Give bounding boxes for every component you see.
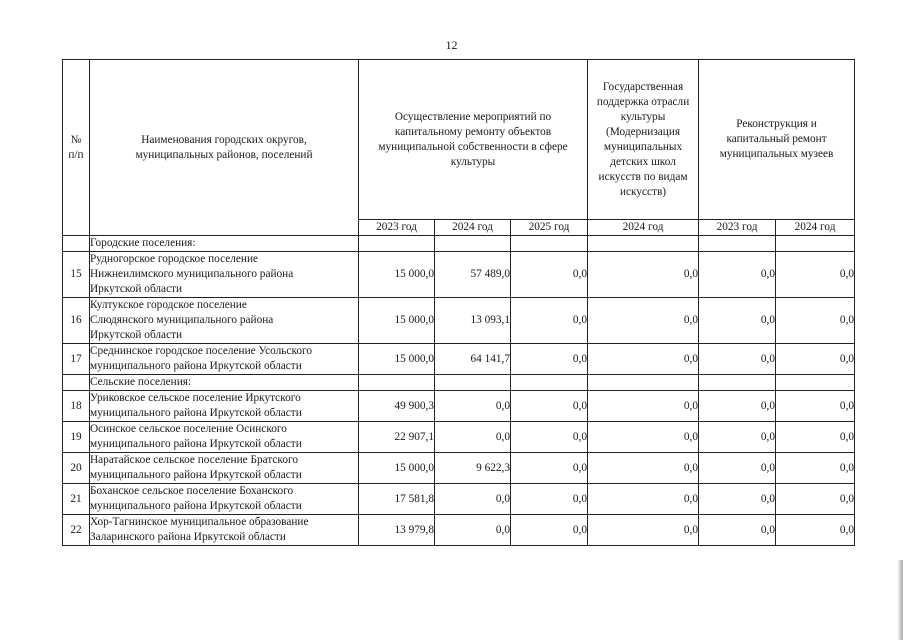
row-name [90, 453, 359, 484]
row-value: 0,0 [699, 344, 776, 375]
row-number: 22 [63, 515, 90, 546]
row-value: 0,0 [776, 422, 855, 453]
row-name-line: муниципального района Иркутской области [90, 469, 302, 481]
row-value: 0,0 [435, 422, 511, 453]
section-label-urban: Городские поселения: [90, 236, 359, 252]
header-group-line: (Модернизация [605, 125, 681, 138]
scan-edge-shadow [897, 560, 903, 640]
header-group-line: детских школ [610, 155, 676, 168]
column-header-name [90, 60, 359, 236]
row-name-line: Нижнеилимского муниципального района [90, 268, 294, 280]
year-header: 2025 год [511, 220, 588, 236]
row-value: 0,0 [511, 453, 588, 484]
column-header-number [63, 60, 90, 236]
section-label-rural: Сельские поселения: [90, 375, 359, 391]
row-number: 17 [63, 344, 90, 375]
row-value: 0,0 [588, 453, 699, 484]
row-value: 0,0 [699, 298, 776, 344]
row-value: 13 979,8 [359, 515, 435, 546]
row-value: 0,0 [776, 298, 855, 344]
row-name-line: Уриковское сельское поселение Иркутского [90, 392, 301, 404]
row-name-line: муниципального района Иркутской области [90, 407, 302, 419]
year-header: 2023 год [699, 220, 776, 236]
row-value: 0,0 [776, 252, 855, 298]
header-group-line: капитальный ремонт [726, 133, 827, 145]
table-row [63, 298, 855, 344]
row-value: 0,0 [776, 484, 855, 515]
header-group-line: поддержка отрасли [596, 95, 690, 108]
header-name-line: Наименования городских округов, [141, 133, 307, 146]
header-num-line: п/п [68, 148, 84, 161]
row-value: 0,0 [776, 515, 855, 546]
row-name [90, 515, 359, 546]
table-row [63, 252, 855, 298]
row-value: 0,0 [435, 515, 511, 546]
row-name-line: муниципального района Иркутской области [90, 500, 302, 512]
row-value: 0,0 [435, 484, 511, 515]
row-value: 0,0 [588, 422, 699, 453]
page-number: 12 [445, 38, 458, 52]
row-number: 16 [63, 298, 90, 344]
year-header: 2024 год [588, 220, 699, 236]
table-row [63, 453, 855, 484]
row-value: 0,0 [699, 252, 776, 298]
row-name-line: муниципального района Иркутской области [90, 438, 302, 450]
row-value: 0,0 [435, 391, 511, 422]
row-name [90, 252, 359, 298]
row-name-line: Култукское городское поселение [90, 299, 247, 311]
section-row [63, 375, 855, 391]
row-value: 0,0 [511, 344, 588, 375]
row-value: 0,0 [511, 484, 588, 515]
header-num-line: № [70, 133, 82, 146]
year-header: 2024 год [776, 220, 855, 236]
column-group-museums [699, 60, 855, 220]
row-number: 21 [63, 484, 90, 515]
year-header: 2024 год [435, 220, 511, 236]
row-value: 0,0 [511, 298, 588, 344]
row-value: 0,0 [699, 453, 776, 484]
year-header: 2023 год [359, 220, 435, 236]
row-number: 20 [63, 453, 90, 484]
funding-table [62, 59, 855, 546]
row-value: 22 907,1 [359, 422, 435, 453]
row-number: 19 [63, 422, 90, 453]
row-value: 0,0 [511, 422, 588, 453]
header-group-line: капитальному ремонту объектов [394, 125, 552, 138]
row-value: 0,0 [588, 515, 699, 546]
table-row [63, 391, 855, 422]
row-value: 15 000,0 [359, 252, 435, 298]
header-group-line: муниципальных [603, 140, 683, 153]
row-name-line: Иркутской области [90, 283, 183, 295]
header-group-line: муниципальной собственности в сфере [378, 140, 568, 153]
row-number: 15 [63, 252, 90, 298]
header-group-line: искусств) [619, 185, 667, 198]
row-value: 0,0 [588, 344, 699, 375]
table-row [63, 422, 855, 453]
row-name-line: Среднинское городское поселение Усольского [90, 345, 313, 357]
header-group-line: Государственная [602, 80, 684, 93]
row-name-line: Хор-Тагнинское муниципальное образование [90, 516, 309, 528]
table-row [63, 484, 855, 515]
row-value: 17 581,8 [359, 484, 435, 515]
row-value: 64 141,7 [435, 344, 511, 375]
header-group-line: Реконструкция и [736, 118, 817, 130]
table-row [63, 344, 855, 375]
row-value: 0,0 [588, 391, 699, 422]
header-name-line: муниципальных районов, поселений [135, 148, 313, 161]
section-row [63, 236, 855, 252]
row-name-line: муниципального района Иркутской области [90, 360, 302, 372]
row-value: 0,0 [588, 252, 699, 298]
row-number: 18 [63, 391, 90, 422]
row-value: 9 622,3 [435, 453, 511, 484]
row-name [90, 484, 359, 515]
row-value: 57 489,0 [435, 252, 511, 298]
row-value: 0,0 [699, 515, 776, 546]
row-value: 13 093,1 [435, 298, 511, 344]
row-value: 0,0 [699, 422, 776, 453]
row-name [90, 344, 359, 375]
row-name-line: Заларинского района Иркутской области [90, 531, 286, 543]
row-value: 0,0 [776, 391, 855, 422]
row-value: 0,0 [588, 484, 699, 515]
row-name-line: Боханское сельское поселение Боханского [90, 485, 294, 497]
row-value: 0,0 [511, 252, 588, 298]
row-name-line: Слюдянского муниципального района [90, 314, 274, 326]
row-name-line: Осинское сельское поселение Осинского [90, 423, 287, 435]
column-group-capital-repair [359, 60, 588, 220]
row-value: 15 000,0 [359, 344, 435, 375]
row-value: 0,0 [776, 344, 855, 375]
header-group-line: Осуществление мероприятий по [394, 110, 552, 123]
row-name [90, 422, 359, 453]
header-group-line: культуры [450, 155, 496, 168]
row-value: 0,0 [699, 484, 776, 515]
row-value: 15 000,0 [359, 298, 435, 344]
column-group-state-support [588, 60, 699, 220]
row-value: 0,0 [511, 515, 588, 546]
row-value: 0,0 [588, 298, 699, 344]
row-value: 0,0 [511, 391, 588, 422]
row-name-line: Иркутской области [90, 329, 183, 341]
header-group-line: искусств по видам [598, 170, 688, 183]
row-name [90, 298, 359, 344]
row-name-line: Наратайское сельское поселение Братского [90, 454, 298, 466]
table-row [63, 515, 855, 546]
header-group-line: муниципальных музеев [719, 148, 834, 160]
row-value: 15 000,0 [359, 453, 435, 484]
row-value: 0,0 [776, 453, 855, 484]
header-group-line: культуры [620, 110, 666, 123]
row-value: 49 900,3 [359, 391, 435, 422]
row-name-line: Рудногорское городское поселение [90, 253, 259, 265]
row-name [90, 391, 359, 422]
row-value: 0,0 [699, 391, 776, 422]
